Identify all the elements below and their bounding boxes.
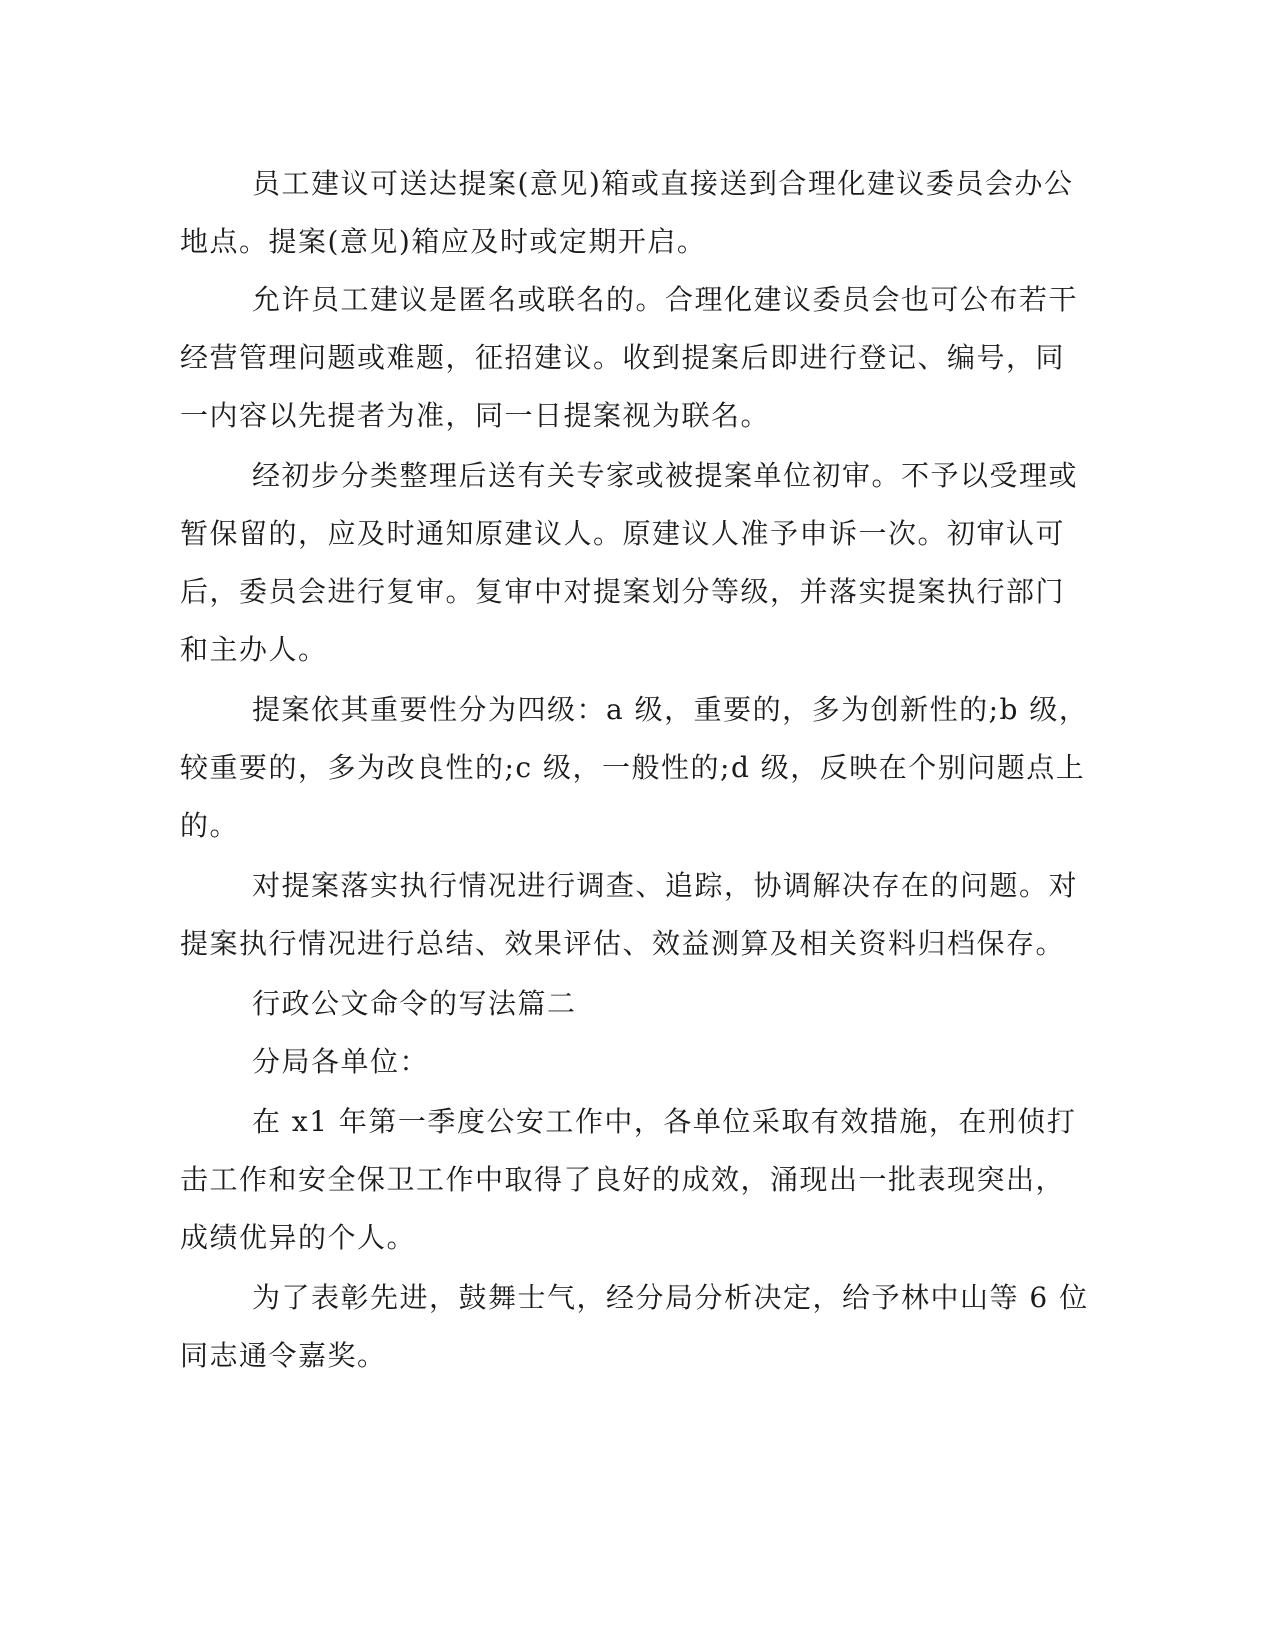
paragraph-5-line-2: 提案执行情况进行总结、效果评估、效益测算及相关资料归档保存。 — [180, 927, 1066, 960]
paragraph-1-line-1: 员工建议可送达提案(意见)箱或直接送到合理化建议委员会办公 — [252, 167, 1074, 200]
section-heading: 行政公文命令的写法篇二 — [252, 987, 577, 1020]
paragraph-3-line-3: 后，委员会进行复审。复审中对提案划分等级，并落实提案执行部门 — [180, 575, 1066, 608]
paragraph-4-line-2: 较重要的，多为改良性的;c 级，一般性的;d 级，反映在个别问题点上 — [180, 751, 1086, 784]
paragraph-4-line-1: 提案依其重要性分为四级：a 级，重要的，多为创新性的;b 级， — [252, 693, 1089, 726]
paragraph-8-line-3: 成绩优异的个人。 — [180, 1221, 417, 1254]
paragraph-9-line-1: 为了表彰先进，鼓舞士气，经分局分析决定，给予林中山等 6 位 — [252, 1281, 1089, 1314]
paragraph-9-line-2: 同志通令嘉奖。 — [180, 1339, 387, 1372]
paragraph-3-line-2: 暂保留的，应及时通知原建议人。原建议人准予申诉一次。初审认可 — [180, 517, 1066, 550]
paragraph-2-line-3: 一内容以先提者为准，同一日提案视为联名。 — [180, 399, 771, 432]
paragraph-5-line-1: 对提案落实执行情况进行调查、追踪，协调解决存在的问题。对 — [252, 869, 1079, 902]
paragraph-2-line-2: 经营管理问题或难题，征招建议。收到提案后即进行登记、编号，同 — [180, 341, 1066, 374]
paragraph-2-line-1: 允许员工建议是匿名或联名的。合理化建议委员会也可公布若干 — [252, 283, 1079, 316]
paragraph-3-line-1: 经初步分类整理后送有关专家或被提案单位初审。不予以受理或 — [252, 459, 1079, 492]
paragraph-4-line-3: 的。 — [180, 809, 240, 842]
paragraph-8-line-2: 击工作和安全保卫工作中取得了良好的成效，涌现出一批表现突出， — [180, 1163, 1066, 1196]
paragraph-3-line-4: 和主办人。 — [180, 633, 328, 666]
paragraph-1-line-2: 地点。提案(意见)箱应及时或定期开启。 — [180, 225, 707, 258]
salutation: 分局各单位： — [252, 1045, 430, 1078]
paragraph-8-line-1: 在 x1 年第一季度公安工作中，各单位采取有效措施，在刑侦打 — [252, 1105, 1077, 1138]
